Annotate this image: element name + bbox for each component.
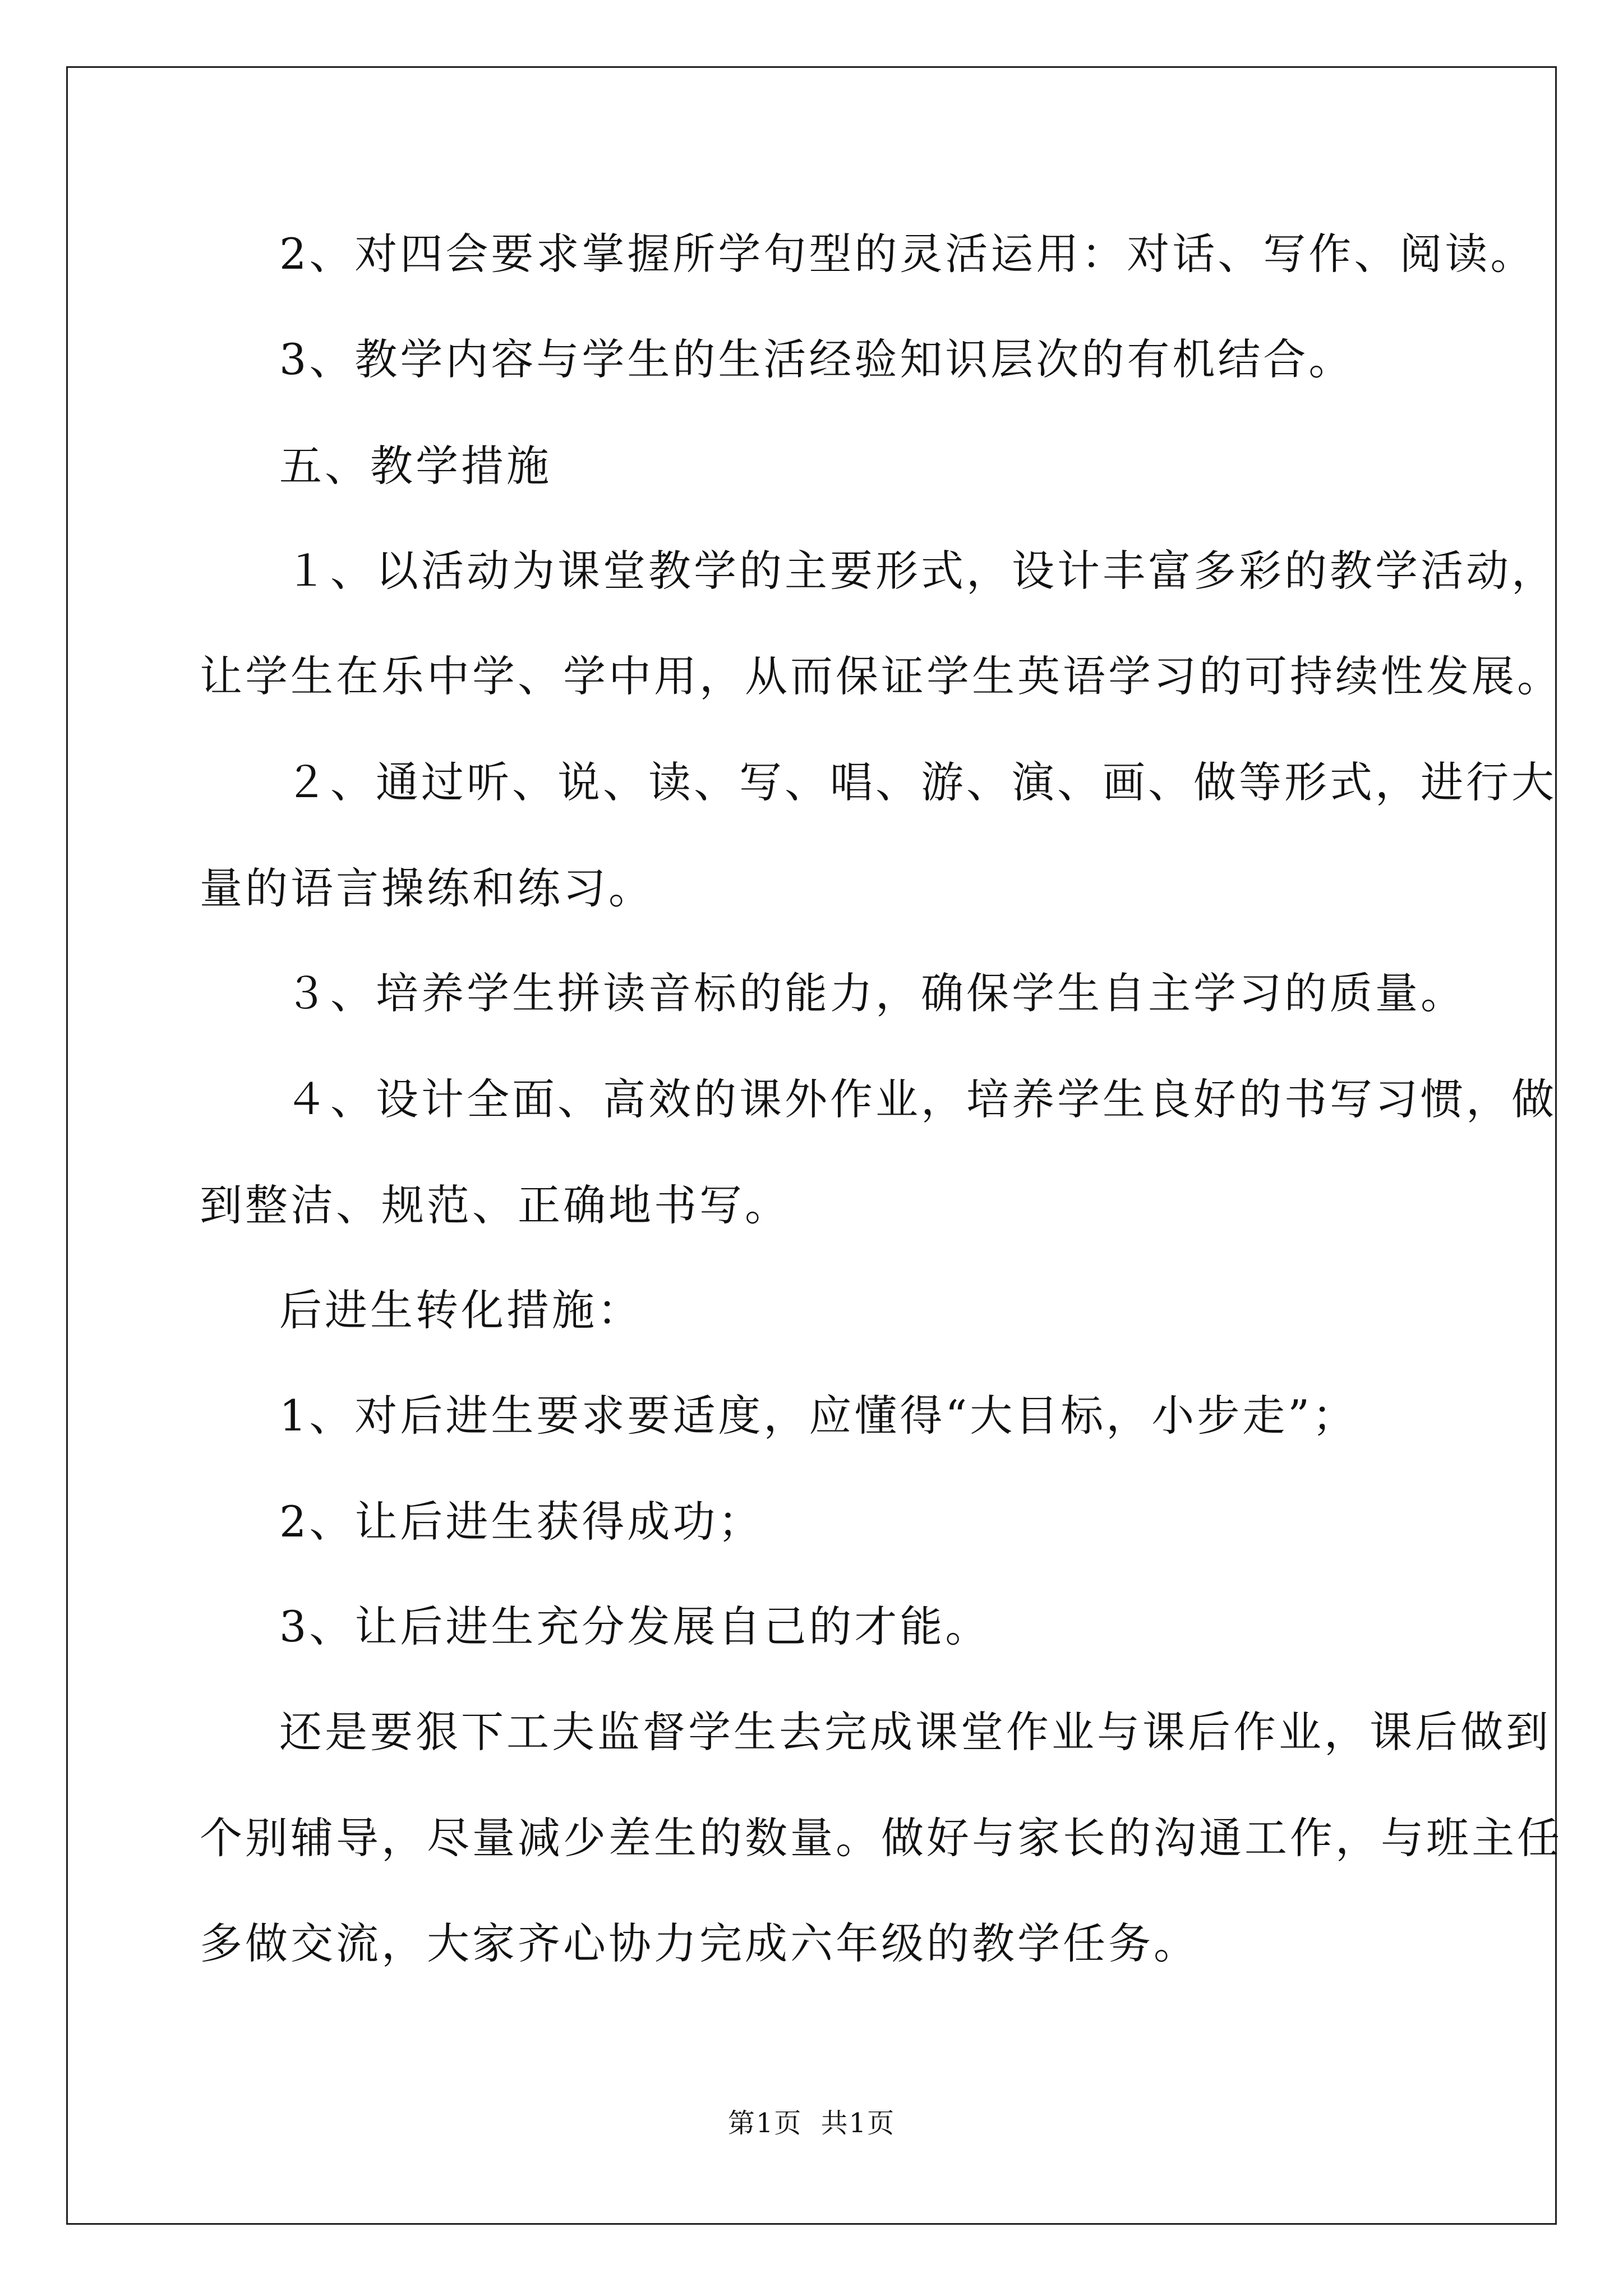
paragraph-line-closing-b: 个别辅导，尽量减少差生的数量。做好与家长的沟通工作，与班主任 [200, 1813, 1562, 1863]
paragraph-line-underachiever-1: 1、对后进生要求要适度，应懂得“大目标，小步走”； [279, 1391, 1358, 1441]
paragraph-line-measure-1b: 让学生在乐中学、学中用，从而保证学生英语学习的可持续性发展。 [200, 651, 1562, 701]
paragraph-line-measure-3: ３、培养学生拼读音标的能力，确保学生自主学习的质量。 [285, 968, 1466, 1018]
paragraph-line-measure-2a: ２、通过听、说、读、写、唱、游、演、画、做等形式，进行大 [285, 757, 1557, 807]
page-number-label: 第1页 [727, 2108, 803, 2139]
section-heading-teaching-measures: 五、教学措施 [279, 441, 552, 491]
page-footer [0, 2106, 1623, 2140]
paragraph-line-closing-a: 还是要狠下工夫监督学生去完成课堂作业与课后作业，课后做到 [279, 1707, 1551, 1757]
paragraph-line-underachiever-2: 2、让后进生获得成功； [279, 1497, 764, 1547]
section-heading-underachiever-measures: 后进生转化措施： [279, 1285, 643, 1335]
paragraph-line-measure-4a: ４、设计全面、高效的课外作业，培养学生良好的书写习惯，做 [285, 1074, 1557, 1124]
page-border [66, 66, 1557, 2225]
page-total-label: 共1页 [820, 2108, 896, 2139]
paragraph-line-closing-c: 多做交流，大家齐心协力完成六年级的教学任务。 [200, 1918, 1199, 1968]
paragraph-line-measure-1a: １、以活动为课堂教学的主要形式，设计丰富多彩的教学活动， [285, 546, 1557, 596]
paragraph-line-measure-4b: 到整洁、规范、正确地书写。 [200, 1180, 790, 1230]
paragraph-line-underachiever-3: 3、让后进生充分发展自己的才能。 [279, 1602, 991, 1651]
paragraph-line-requirement-2: 2、对四会要求掌握所学句型的灵活运用：对话、写作、阅读。 [279, 229, 1536, 279]
paragraph-line-measure-2b: 量的语言操练和练习。 [200, 863, 654, 913]
paragraph-line-requirement-3: 3、教学内容与学生的生活经验知识层次的有机结合。 [279, 334, 1354, 384]
